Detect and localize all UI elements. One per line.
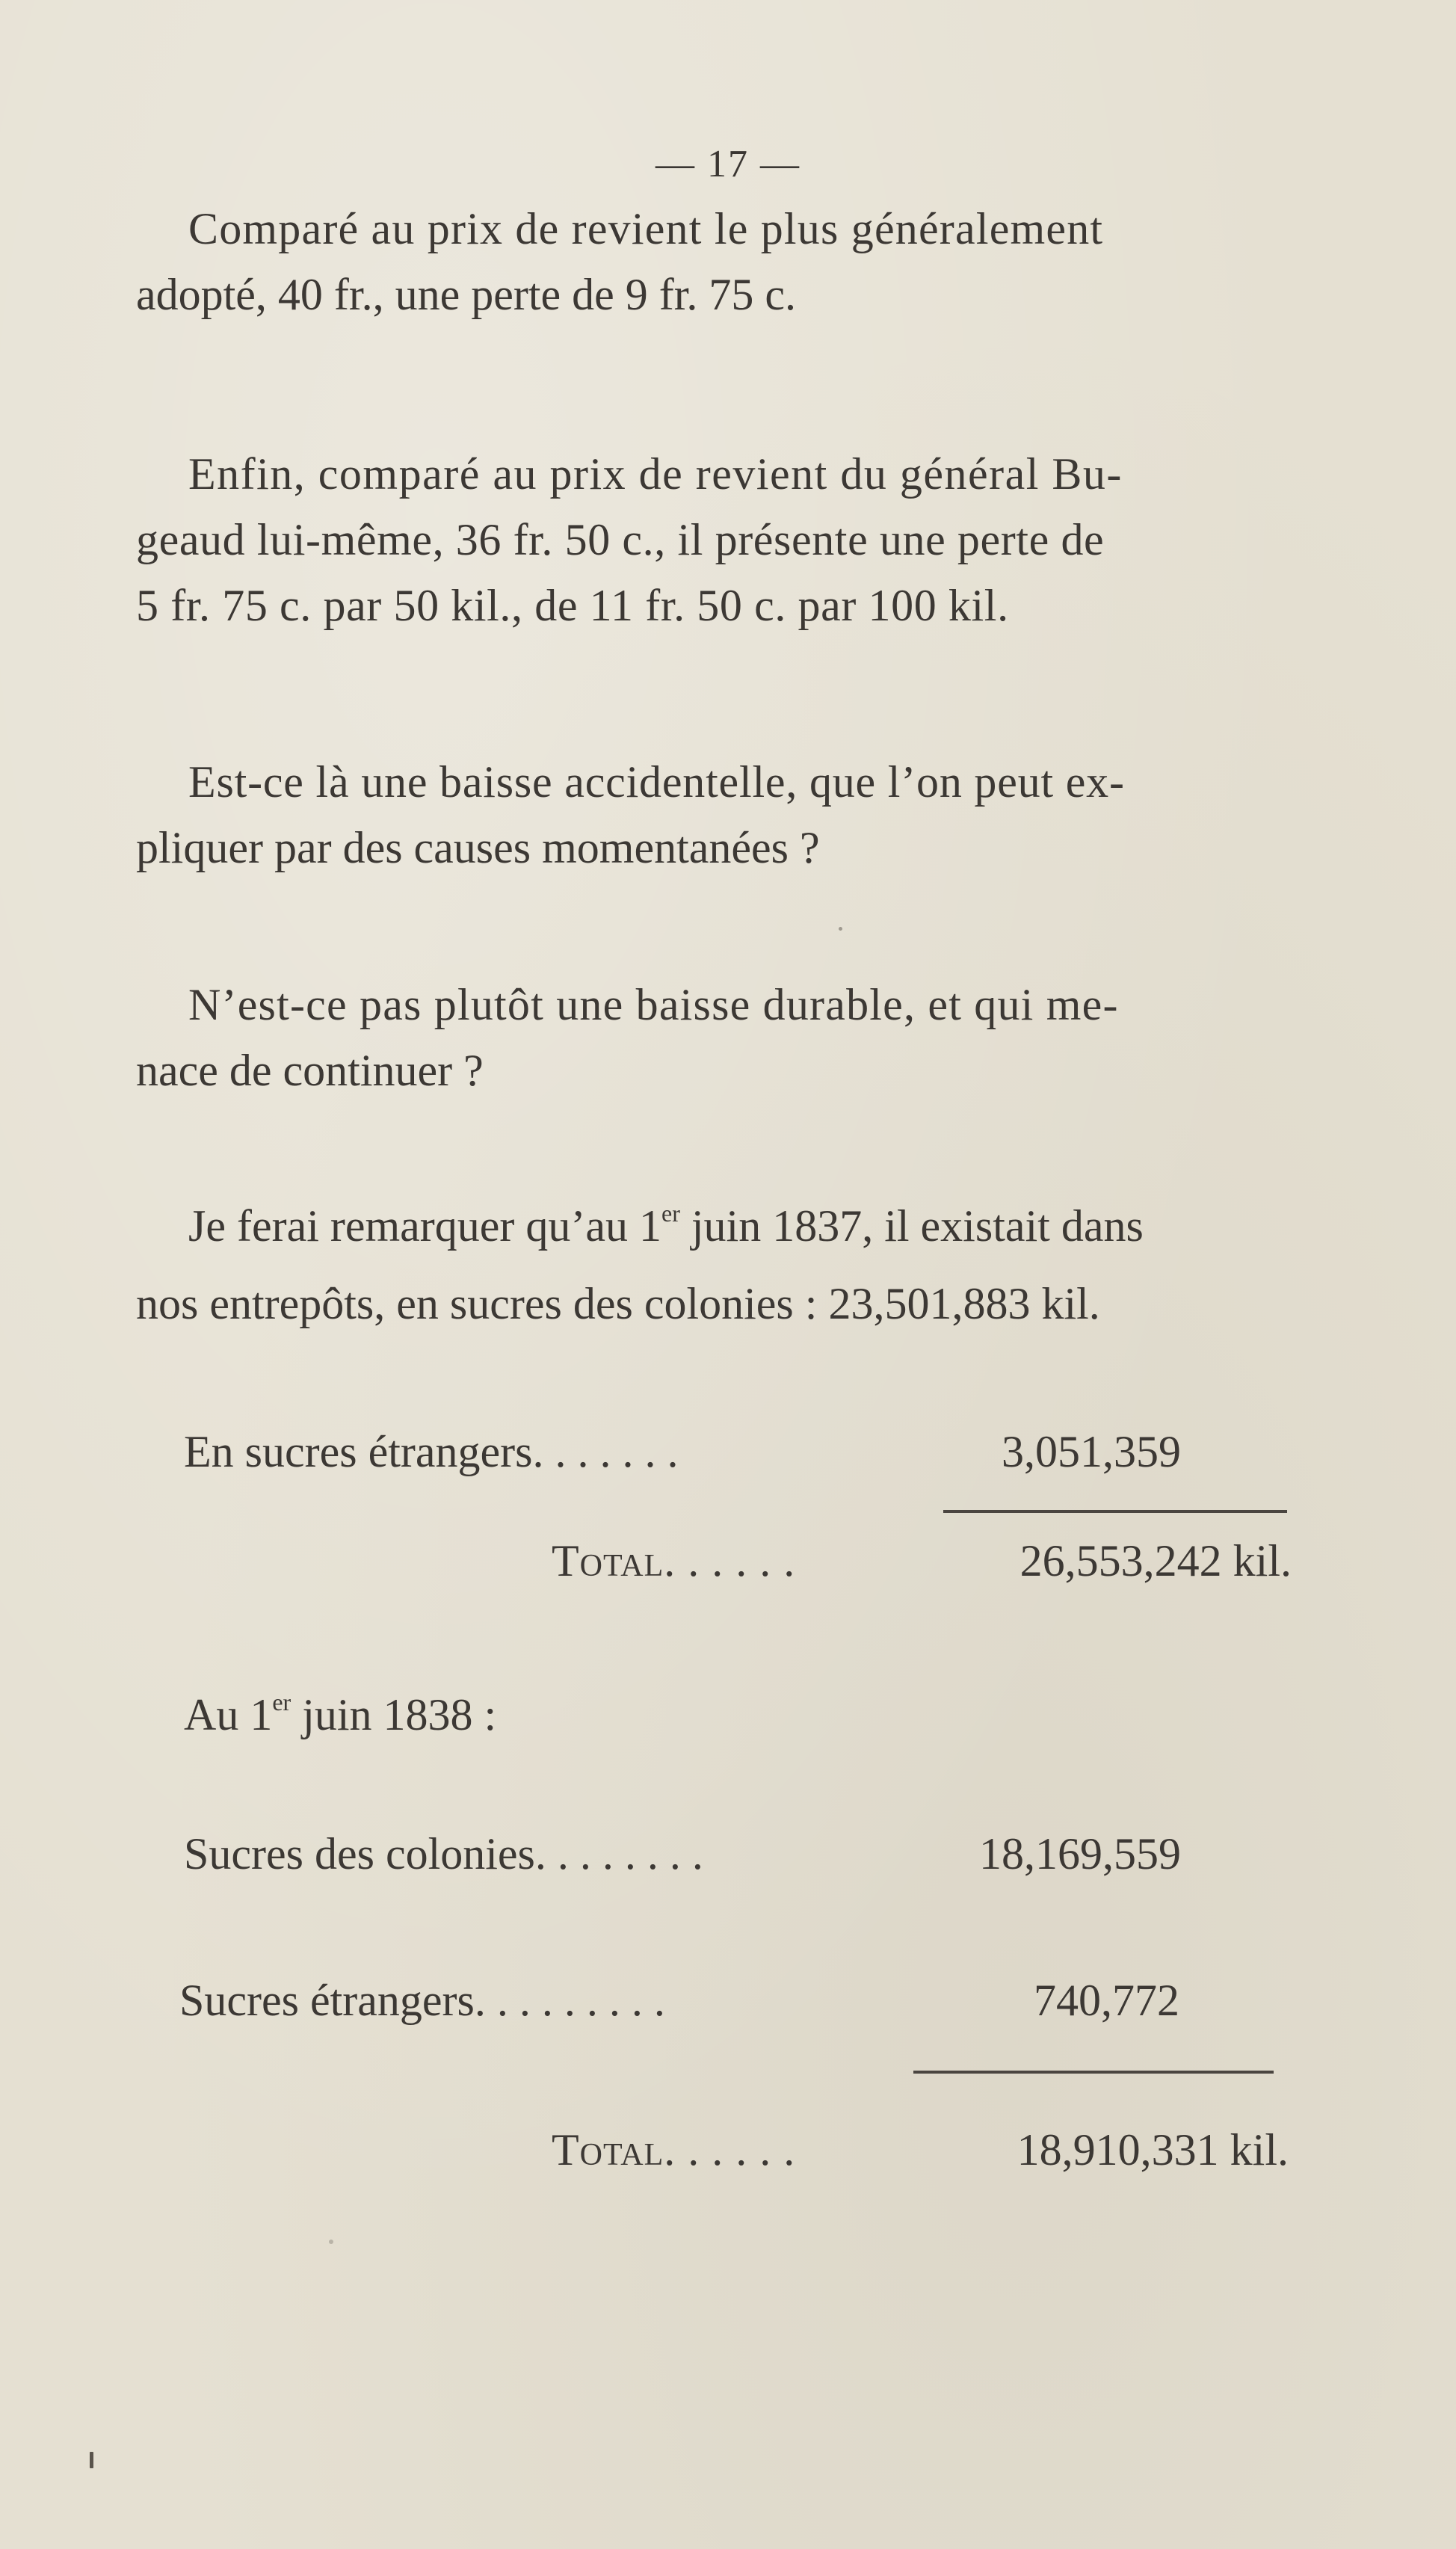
- paragraph-5-text-a: Je ferai remarquer qu’au 1: [188, 1201, 661, 1251]
- paragraph-4-line-1: N’est-ce pas plutôt une baisse durable, et qui me-: [188, 980, 1119, 1029]
- sum-rule-1837: [943, 1510, 1287, 1513]
- paragraph-3-line-2: pliquer par des causes momentanées ?: [136, 823, 820, 872]
- colonial-sugar-1838-value: 18,169,559: [979, 1829, 1181, 1878]
- foreign-sugar-1837-label: En sucres étrangers. . . . . . .: [184, 1427, 679, 1476]
- paragraph-2-line-3: 5 fr. 75 c. par 50 kil., de 11 fr. 50 c. par 100 kil.: [136, 581, 1009, 630]
- foreign-sugar-1838-value: 740,772: [1034, 1976, 1179, 2025]
- paragraph-2-line-2: geaud lui-même, 36 fr. 50 c., il présente une perte de: [136, 515, 1105, 564]
- colonial-sugar-1838-label: Sucres des colonies. . . . . . . .: [184, 1829, 703, 1878]
- ink-speck: [839, 927, 842, 931]
- paragraph-5-text-b: juin 1837, il existait dans: [679, 1201, 1144, 1251]
- page-number: — 17 —: [655, 143, 801, 185]
- paragraph-1-line-2: adopté, 40 fr., une perte de 9 fr. 75 c.: [136, 270, 797, 319]
- date-1838-heading: [184, 1682, 496, 1748]
- total-1838-label: Total. . . . . .: [552, 2125, 796, 2174]
- paragraph-5-line-1: [188, 1193, 1144, 1259]
- ordinal-sup: er: [661, 1200, 680, 1227]
- paragraph-2-line-1: Enfin, comparé au prix de revient du général Bu-: [188, 449, 1123, 499]
- total-1837-label: Total. . . . . .: [552, 1536, 796, 1585]
- paragraph-3-line-1: Est-ce là une baisse accidentelle, que l’on peut ex-: [188, 757, 1125, 807]
- ink-speck: [329, 2240, 333, 2244]
- foreign-sugar-1837-value: 3,051,359: [1002, 1427, 1181, 1476]
- ordinal-sup-1838: er: [272, 1689, 291, 1716]
- date-1838-prefix: Au 1: [184, 1690, 273, 1739]
- sum-rule-1838: [913, 2071, 1274, 2074]
- ink-speck: [90, 2452, 93, 2468]
- paragraph-4-line-2: nace de continuer ?: [136, 1046, 484, 1095]
- total-1837-value: 26,553,242 kil.: [1019, 1536, 1292, 1585]
- total-1838-value: 18,910,331 kil.: [1017, 2125, 1289, 2174]
- paragraph-1-line-1: Comparé au prix de revient le plus généralement: [188, 204, 1104, 253]
- date-1838-suffix: juin 1838 :: [291, 1690, 497, 1739]
- foreign-sugar-1838-label: Sucres étrangers. . . . . . . . .: [179, 1976, 665, 2025]
- paragraph-5-line-2: nos entrepôts, en sucres des colonies : 23,501,883 kil.: [136, 1279, 1100, 1328]
